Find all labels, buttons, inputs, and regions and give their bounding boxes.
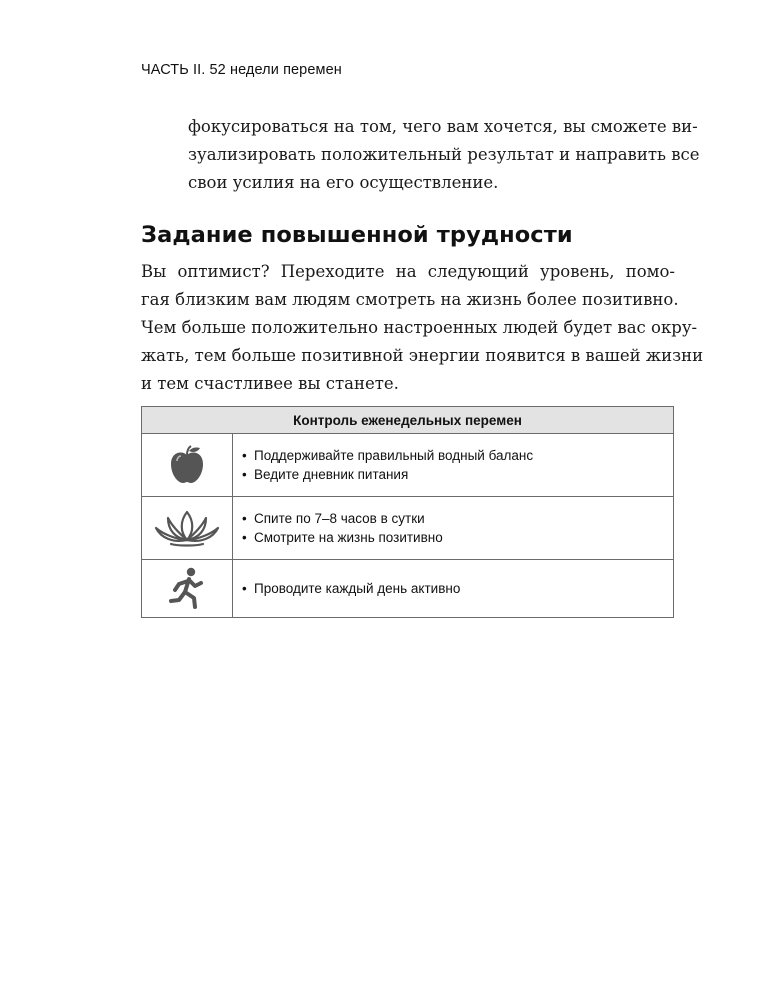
items-cell — [233, 560, 674, 618]
item-text: Поддерживайте правильный водный баланс — [254, 448, 534, 463]
item-text: Ведите дневник питания — [254, 467, 409, 482]
table-row — [142, 560, 674, 618]
bullet-marker: • — [242, 467, 247, 482]
list-item — [242, 446, 673, 465]
paragraph-line: фокусироваться на том, чего вам хочется, вы сможете ви- — [188, 117, 698, 136]
table-header: Контроль еженедельных перемен — [142, 407, 674, 434]
list-item — [242, 528, 673, 547]
item-list — [233, 509, 673, 547]
paragraph-line: зуализировать положительный результат и направить все — [188, 145, 700, 164]
apple-icon — [169, 445, 205, 485]
weekly-changes-table — [141, 406, 674, 618]
item-text: Смотрите на жизнь позитивно — [254, 530, 443, 545]
paragraph-line: свои усилия на его осуществление. — [188, 173, 499, 192]
paragraph-line: и тем счастливее вы станете. — [141, 374, 399, 393]
item-text: Проводите каждый день активно — [254, 581, 461, 596]
running-head: ЧАСТЬ II. 52 недели перемен — [141, 62, 342, 78]
bullet-marker: • — [242, 448, 247, 463]
lotus-icon — [153, 508, 221, 548]
list-item — [242, 579, 673, 598]
bullet-marker: • — [242, 530, 247, 545]
list-item — [242, 465, 673, 484]
items-cell — [233, 497, 674, 560]
items-cell — [233, 434, 674, 497]
paragraph-line: гая близким вам людям смотреть на жизнь более позитивно. — [141, 290, 679, 309]
item-list — [233, 446, 673, 484]
icon-cell — [142, 497, 233, 560]
icon-cell — [142, 560, 233, 618]
list-item — [242, 509, 673, 528]
item-list — [233, 579, 673, 598]
paragraph-line: Чем больше положительно настроенных людей будет вас окру- — [141, 318, 698, 337]
table-row — [142, 497, 674, 560]
section-heading: Задание повышенной трудности — [141, 222, 573, 248]
bullet-marker: • — [242, 511, 247, 526]
bullet-marker: • — [242, 581, 247, 596]
icon-cell — [142, 434, 233, 497]
table-row — [142, 434, 674, 497]
runner-icon — [167, 567, 207, 611]
continued-paragraph — [188, 113, 700, 197]
section-paragraph — [141, 258, 704, 398]
paragraph-line: Вы оптимист? Переходите на следующий уровень, помо- — [141, 262, 675, 281]
paragraph-line: жать, тем больше позитивной энергии появится в вашей жизни — [141, 346, 704, 365]
item-text: Спите по 7–8 часов в сутки — [254, 511, 425, 526]
